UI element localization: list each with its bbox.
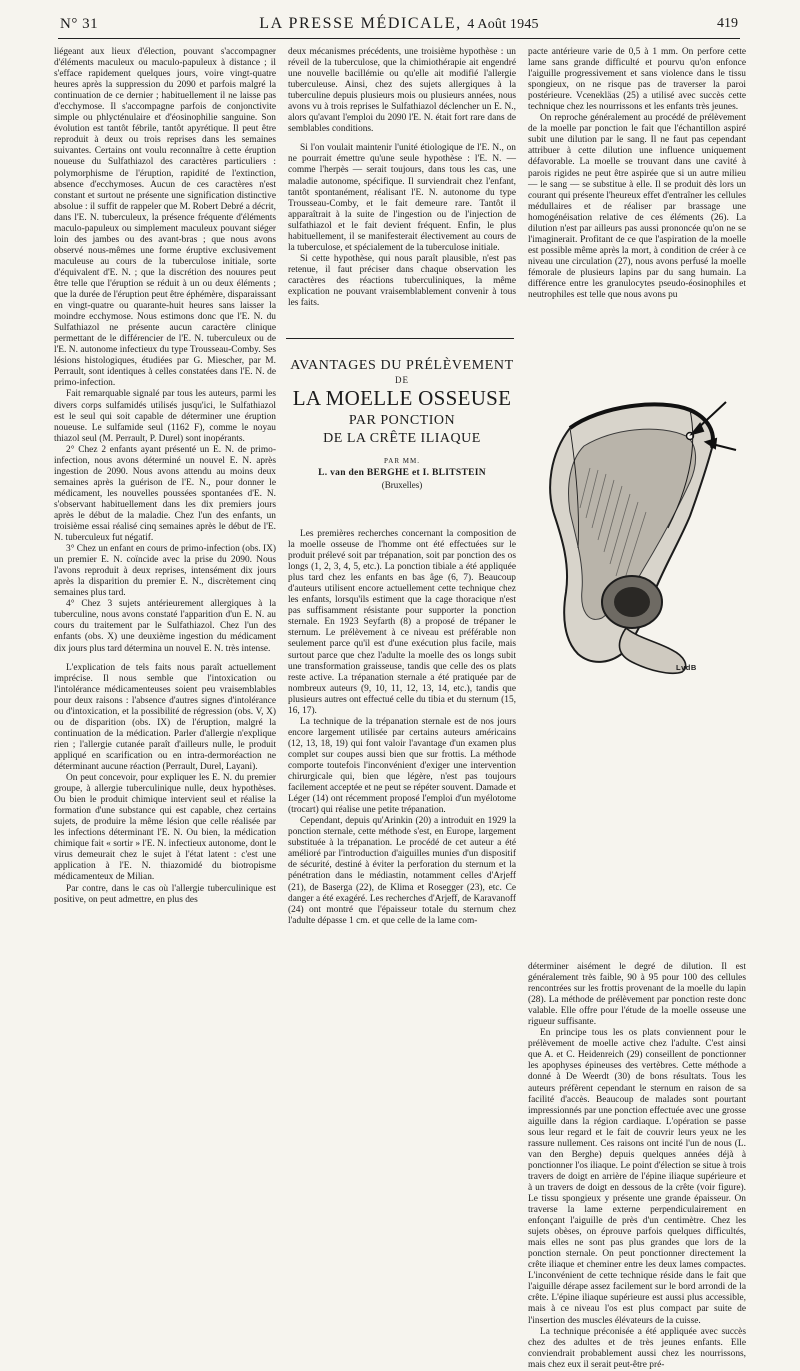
column-left — [54, 47, 276, 1074]
journal-title — [60, 15, 738, 33]
paragraph: La technique de la trépanation sternale est de nos jours encore largement utilisée par certains auteurs américains (12, 13, 18, 19) qui font valoir l'avantage d'un examen plus complet sur coupes aussi bien que sur frottis. La méthode comporte toutefois l'inconvénient d'exiger une intervention chirurgicale qui, bien que légère, n'est pas toujours facilement acceptée et ne peut se répéter souvent. Damade et Léger (14) ont récemment proposé l'emploi d'un myélotome (trocart) qui réalise une petite trépanation. — [288, 716, 517, 816]
paragraph: déterminer aisément le degré de dilution. Il est généralement très faible, 90 à 95 pour 100 des cellules rencontrées sur les frottis provenant de la moelle du lapin (28). La méthode de prélèvement par ponction reste donc valable. Elle offre pour l'étude de la moelle osseuse une rigueur suffisante. — [528, 962, 746, 1028]
paragraph: Si l'on voulait maintenir l'unité étiologique de l'E. N., on ne pourrait émettre qu'une seule hypothèse : l'E. N. — comme l'herpès — serait toujours, dans tous les cas, une maladie autonome, spécifique. Il surviendrait chez l'enfant, tantôt spontanément, réalisant l'E. N. autonome du type Trousseau-Comby, et le fait demeure rare. Tantôt il apparaîtrait à la suite de l'ingestion ou de l'injection de sulfathiazol et le fait devient fréquent. Enfin, le plus habituellement, il se manifesterait électivement au cours de la tuberculose, et spécialement de la tuberculose initiale. — [288, 143, 516, 253]
paragraph: On peut concevoir, pour expliquer les E. N. du premier groupe, à allergie tuberculinique nulle, deux hypothèses. Ou bien le produit chimique intervient seul et réalise la formation d'une substance qui est capable, chez certains sujets, de produire la même lésion que celle réalisée par les infections déterminant l'E. N. Ou bien, la médication chimique fait « sortir » l'E. N. infectieux autonome, dont le virus demeurait chez le sujet à l'état latent : c'est une application à l'E. N. thiazomidé du biotropisme médicamenteux de Milian. — [54, 773, 276, 883]
article-divider — [286, 338, 514, 339]
paragraph: Fait remarquable signalé par tous les auteurs, parmi les divers corps sulfamidés utilisés jusqu'ici, le Sulfathiazol est le seul qui soit capable de déterminer une éruption noueuse. Le sulfamide seul (1162 F), comme le noyau thiazol seul (M. Perrault, P. Durel) sont inopérants. — [54, 389, 276, 444]
paragraph: L'explication de tels faits nous paraît actuellement imprécise. Il nous semble que l'intoxication ou l'intolérance médicamenteuses soient peu vraisemblables pour deux raisons : l'absence d'autres signes d'intolérance ou d'intoxication, et la possibilité de régression (obs. V, X) ou de disparition (obs. IX) de l'éruption, malgré la continuation de la médication. Parler d'allergie n'explique rien ; l'allergie cutanée paraît d'ailleurs nulle, le produit appliqué en scarification ou en intra-dermoréaction ne déterminant aucune réaction (Perrault, Durel, Layani). — [54, 662, 276, 772]
paragraph: Si cette hypothèse, qui nous paraît plausible, n'est pas retenue, il faut préciser dans chaque observation les caractères des réactions tuberculiniques, la même explication ne pouvant vraisemblablement convenir à tous les faits. — [288, 253, 516, 309]
paragraph: Par contre, dans le cas où l'allergie tuberculinique est positive, on peut admettre, en plus des — [54, 883, 276, 905]
paragraph: En principe tous les os plats conviennent pour le prélèvement de moelle active chez l'adulte. C'est ainsi que A. et C. Heidenreich (29) conseillent de ponctionner les apophyses épineuses des vertèbres. Cette méthode a donné à De Weerdt (30) de bons résultats. Tous les auteurs préfèrent cependant le sternum en raison de sa facilité d'accès. Beaucoup de malades sont pourtant impressionnés par une ponction effectuée avec une grosse aiguille dans la région cardiaque. L'opération se passe sous leur regard et le fait de couvrir leurs yeux ne les rassure nullement. Ces raisons ont incité l'un de nous (L. van den Berghe) depuis quelques années déjà à ponctionner l'os iliaque. Le point d'élection se situe à trois travers de doigt en arrière de l'épine iliaque supérieure et à un travers de doigt en dessous de la crête (voir figure). Le tissu spongieux y présente une grande épaisseur. On traverse la lame externe perpendiculairement en enfonçant l'aiguille de près d'un centimètre. Chez les sujets obèses, on éprouve parfois quelques difficultés, mais elles ne sont pas plus grandes que lors de la ponction sternale. On peut ponctionner directement la crête iliaque et cheminer entre les deux lames compactes. L'inconvénient de cette technique réside dans le fait que l'aiguille dérape assez facilement sur le bord arrondi de la crête. L'épine iliaque supérieure est aussi plus accessible, mais à ce niveau l'os est plus compact par suite de l'insertion des muscles élévateurs de la cuisse. — [528, 1028, 746, 1326]
journal-name: LA PRESSE MÉDICALE, — [259, 15, 462, 32]
paragraph: Cependant, depuis qu'Arinkin (20) a introduit en 1929 la ponction sternale, cette méthode s'est, en Europe, largement substituée à la trépanation. Le procédé de cet auteur a été amélioré par l'introduction d'aiguilles munies d'un dispositif de sécurité, destiné à éviter la perforation du sternum et la pénétration dans le médiastin, notamment celles d'Arjeff (21), de Baserga (22), de Klima et Rosegger (23), etc. Ce danger a été exagéré. Les recherches d'Arjeff, de Karavanoff (24) ont montré que l'épaisseur totale du sternum chez l'adulte dépasse 1 cm. et que celle de la lame com- — [288, 816, 516, 926]
article-subtitle: PAR PONCTION — [348, 413, 456, 428]
article-title: LA MOELLE OSSEUSE — [292, 386, 512, 410]
issue-date: 4 Août 1945 — [467, 17, 539, 32]
article-affiliation: (Bruxelles) — [381, 480, 423, 490]
byline-prefix: PAR MM. — [384, 457, 420, 465]
paragraph: La technique préconisée a été appliquée avec succès chez des adultes et de très jeunes enfants. Elle conviendrait probablement aussi chez les nourrissons, mais chez eux il serait peut-être pré- — [528, 1326, 746, 1370]
paragraph: 2° Chez 2 enfants ayant présenté un E. N. de primo-infection, nous avons déterminé un nouvel E. N. après ingestion de 2090. Nous avons attendu au moins deux semaines après la guérison de l'E. N., pour donner le médicament, les nouvelles poussées spontanées d'E. N. s'observant habituellement dans les dix premiers jours après le début de la maladie. Chez l'un des enfants, un troisième essai réalisé cinq semaines après le début de l'E. N. tuberculeux fut négatif. — [54, 444, 276, 544]
paragraph: liégeant aux lieux d'élection, pouvant s'accompagner d'éléments maculeux ou maculo-papuleux à distance ; il s'efface rapidement quelques jours, voire vingt-quatre heures après la suppression du 2090 et parfois malgré la continuation de ce dernier ; habituellement il ne laisse pas d'ecchymose. Il s'accompagne parfois de conjonctivite simple ou phlycténulaire et d'éosinophilie sanguine. Son évolution est tantôt fébrile, tantôt apyrétique. Il peut être reproduit à deux ou trois reprises dans les semaines suivantes. Certains ont voulu reconnaître à cette éruption noueuse du Sulfathiazol des caractères particuliers : polymorphisme de l'éruption, rapidité de l'extinction, absence d'ecchymoses. Aucun de ces caractères n'est constant et surtout ne présente une signification distinctive absolue : il suffit de rappeler que M. Robert Debré a décrit, dans l'E. N. tuberculeux, la présence fréquente d'éléments maculo-papuleux ou simplement maculeux pouvant siéger loin des jambes ou des avant-bras ; que nous avons observé nous-mêmes une forme éruptive exclusivement maculeuse au cours de la tuberculose initiale, sorte d'équivalent d'E. N. ; que la discrétion des nouures peut être telle que l'éruption se réduit à un ou deux éléments ; que la durée de l'éruption peut être éphémère, disparaissant en vingt-quatre ou quarante-huit heures sans laisser la moindre ecchymose. Nous estimons donc que l'E. N. du Sulfathiazol ne présente aucun caractère clinique permettant de le différencier de l'E. N. tuberculeux ou de l'E. N. autonome infectieux du type Trousseau-Comby. Ses lésions histologiques, étudiées par G. Miescher, par M. Perrault, sont identiques à celles constatées dans l'E. N. de primo-infection. — [54, 47, 276, 389]
iliac-bone-drawing — [540, 388, 740, 678]
paragraph: deux mécanismes précédents, une troisième hypothèse : un réveil de la tuberculose, que la chimiothérapie ait engendré une nouvelle bacillémie ou qu'elle ait modifié l'allergie tuberculeuse. Ainsi, chez des sujets allergiques à la tuberculine depuis plusieurs mois ou plusieurs années, nous avons vu à trois reprises le Sulfathiazol déclencher un E. N., alors qu'avant l'emploi du 2090 l'E. N. était fort rare dans de semblables conditions. — [288, 47, 516, 135]
masthead — [60, 14, 738, 40]
paragraph: On reproche généralement au procédé de prélèvement de la moelle par ponction le fait que l'échantillon aspiré subit une dilution par le sang. Il ne faut pas cependant attribuer à cette dilution une influence uniquement défavorable. La moelle se trouvant dans une cavité à parois rigides ne peut être aspirée que si un autre milieu — le sang — se substitue à elle. Il se produit dès lors un courant qui présente l'heureux effet d'entraîner les cellules médullaires et de réaliser par brassage une homogénéisation relative de ces éléments (26). La dilution n'est par ailleurs pas aussi prononcée qu'on ne se l'imaginerait. Profitant de ce que l'aspiration de la moelle est possible même après la mort, à condition de créer à ce niveau une circulation (27), nous avons perfusé la moelle fémorale de plusieurs lapins par du sang humain. La différence entre les granulocytes pseudo-éosinophiles et neutrophiles est telle que nous avons pu — [528, 113, 746, 301]
issue-number: N° 31 — [60, 16, 99, 32]
paragraph: 4° Chez 3 sujets antérieurement allergiques à la tuberculine, nous avons constaté l'apparition d'un E. N. au cours du traitement par le Sulfathiazol. Chez l'un des enfants (obs. X) une deuxième ingestion du médicament dix jours plus tard détermina un nouvel E. N. très intense. — [54, 599, 276, 654]
article-de: DE — [395, 375, 409, 385]
column-middle — [288, 47, 516, 1074]
paragraph: 3° Chez un enfant en cours de primo-infection (obs. IX) un premier E. N. coïncide avec la prise du 2090. Nous l'avons reproduit à deux reprises, intensément dix jours après la disparition du premier E. N., discrètement cinq semaines plus tard. — [54, 544, 276, 599]
article-heading — [288, 358, 516, 490]
article-kicker: AVANTAGES DU PRÉLÈVEMENT — [290, 358, 514, 373]
iliac-bone-figure — [540, 388, 740, 678]
paragraph: Les premières recherches concernant la composition de la moelle osseuse de l'homme ont été effectuées sur le produit prélevé soit par trépanation, soit par ponction des os longs (1, 2, 3, 4, 5, etc.). La ponction tibiale a été appliquée plus tard chez les enfants en bas âge (6, 7). Beaucoup d'auteurs utilisent encore actuellement cette technique chez les enfants, lorsqu'ils estiment que la cage thoracique n'est pas suffisamment résistante pour supporter la ponction sternale. En 1923 Seyfarth (8) a proposé de trépaner le sternum. Le prélèvement à ce niveau est préférable non seulement parce qu'il est d'une exécution plus facile, mais surtout parce que chez l'adulte la moelle des os longs subit une transformation graisseuse, tandis que celle des os plats reste active. La trépanation sternale a été pratiquée par de nombreux auteurs (9, 10, 11, 12, 13, 14, etc.), tandis que plusieurs autres ont effectué celle du tibia et du sternum (15, 16, 17). — [288, 529, 516, 716]
header-rule — [58, 38, 740, 39]
column-right-lower — [528, 962, 746, 1371]
article-subtitle: DE LA CRÊTE ILIAQUE — [323, 431, 481, 446]
article-authors: L. van den BERGHE et I. BLITSTEIN — [318, 468, 486, 478]
article-body-start — [288, 529, 516, 927]
figure-signature: LvdB — [676, 663, 697, 672]
paragraph: pacte antérieure varie de 0,5 à 1 mm. On perfore cette lame sans grande difficulté et pourvu qu'on enfonce l'aiguille progressivement et sans violence dans le tissu spongieux, on ne risque pas de traverser la paroi postérieure. Vcenekläas (25) a utilisé avec succès cette technique chez les nourrissons et les enfants très jeunes. — [528, 47, 746, 113]
page-number: 419 — [717, 16, 738, 31]
